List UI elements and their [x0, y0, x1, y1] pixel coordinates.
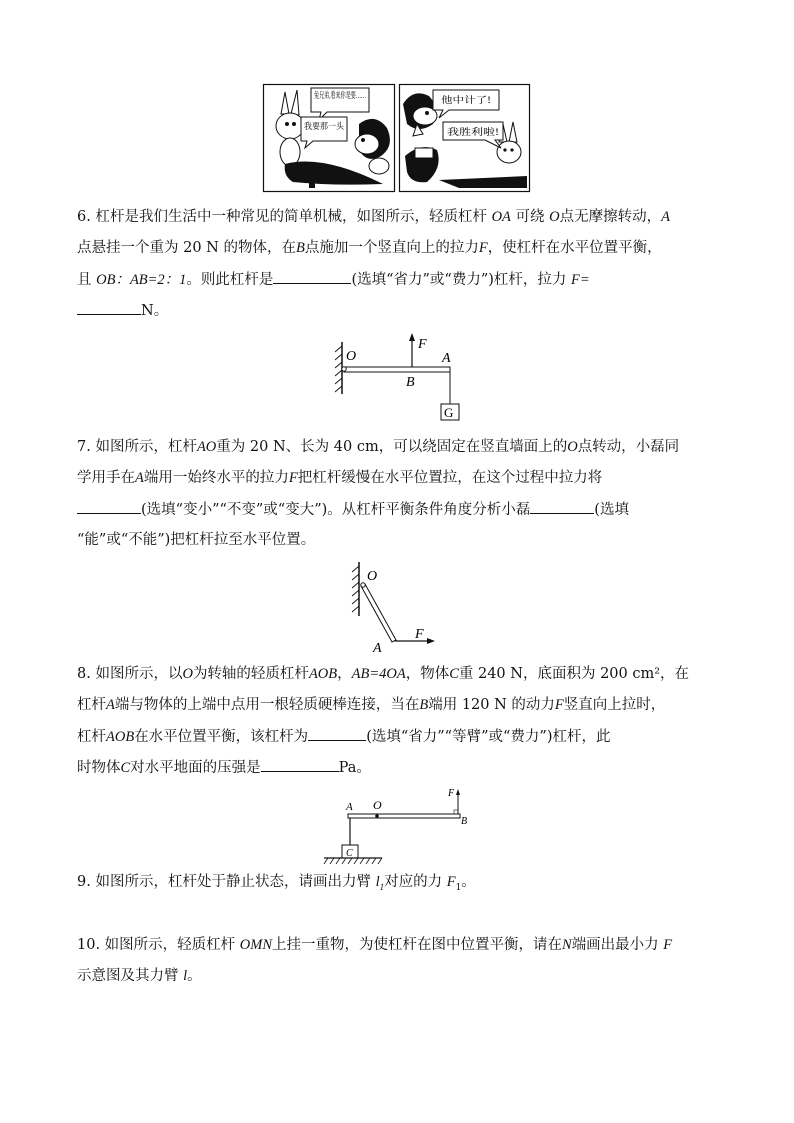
q8-lever-figure	[320, 784, 480, 866]
q8-line-1: 8. 如图所示，以O为转轴的轻质杠杆AOB，AB=4OA，物体C重 240 N，底面积为 200 cm²，在	[77, 666, 690, 682]
right-bubble-2: 我胜利啦!	[447, 127, 486, 137]
q7-line-2: 学用手在A端用一始终水平的拉力F把杠杆缓慢在水平位置拉，在这个过程中拉力将	[77, 470, 603, 486]
q6-label-B: B	[406, 375, 415, 390]
q8-label-A: A	[346, 801, 353, 813]
right-bubble-1: 他中计了!	[441, 95, 480, 105]
q10-line-1: 10. 如图所示，轻质杠杆 OMN上挂一重物，为使杠杆在图中位置平衡，请在N端画出最小力 F	[77, 937, 673, 953]
q7-line-1: 7. 如图所示，杠杆AO重为 20 N、长为 40 cm，可以绕固定在竖直墙面上的O点转动，小磊同	[77, 439, 680, 455]
left-bubble-1: 兔兄弟,看来你是要……	[314, 90, 366, 100]
q7-label-F: F	[415, 627, 424, 642]
q8-label-F: F	[448, 788, 455, 799]
q7-line-3: (选填“变小”“不变”或“变大”)。从杠杆平衡条件角度分析小磊 (选填	[77, 499, 629, 520]
q8-label-O: O	[373, 798, 382, 812]
q7-lever-figure	[345, 560, 445, 656]
q6-line-2: 点悬挂一个重为 20 N 的物体，在B点施加一个竖直向上的拉力F，使杠杆在水平位置平衡，	[77, 240, 662, 256]
q6-line-1: 6. 杠杆是我们生活中一种常见的简单机械，如图所示，轻质杠杆 OA 可绕 O点无摩擦转动，A	[77, 209, 670, 225]
left-bubble-2: 我要那一头	[304, 121, 345, 131]
q8-line-3: 杠杆AOB在水平位置平衡，该杠杆为 (选填“省力”“等臂”或“费力”)杠杆，此	[77, 726, 610, 747]
q7-line-4: “能”或“不能”)把杠杆拉至水平位置。	[77, 532, 316, 548]
q6-label-O: O	[346, 349, 357, 364]
q8-blank-2[interactable]	[261, 757, 339, 772]
q7-blank-1[interactable]	[77, 499, 141, 514]
q8-line-2: 杠杆A端与物体的上端中点用一根轻质硬棒连接，当在B端用 120 N 的动力F竖直向上拉时，	[77, 697, 666, 713]
q7-label-O: O	[367, 569, 378, 584]
q8-blank-1[interactable]	[308, 726, 366, 741]
q6-label-F: F	[418, 337, 427, 352]
q6-line-4: N。	[77, 300, 168, 321]
q7-label-A: A	[373, 641, 382, 656]
q10-line-2: 示意图及其力臂 l。	[77, 968, 202, 984]
q7-blank-2[interactable]	[530, 499, 594, 514]
q6-blank-2[interactable]	[77, 300, 141, 315]
q9-line-1: 9. 如图所示，杠杆处于静止状态，请画出力臂 $l_1$对应的力 $F_1$。	[77, 874, 476, 893]
q8-line-4: 时物体C对水平地面的压强是 Pa。	[77, 757, 371, 778]
cartoon-right-panel	[399, 84, 530, 192]
q6-label-G: G	[444, 405, 454, 420]
q8-label-B: B	[461, 816, 468, 827]
q6-blank-1[interactable]	[273, 269, 351, 284]
q8-label-C: C	[346, 848, 353, 859]
q6-label-A: A	[442, 351, 451, 366]
q6-line-3: 且 OB：AB=2：1。则此杠杆是 (选填“省力”或“费力”)杠杆，拉力 F=	[77, 269, 590, 290]
q6-lever-figure	[330, 332, 470, 424]
cartoon-left-panel	[263, 84, 395, 192]
